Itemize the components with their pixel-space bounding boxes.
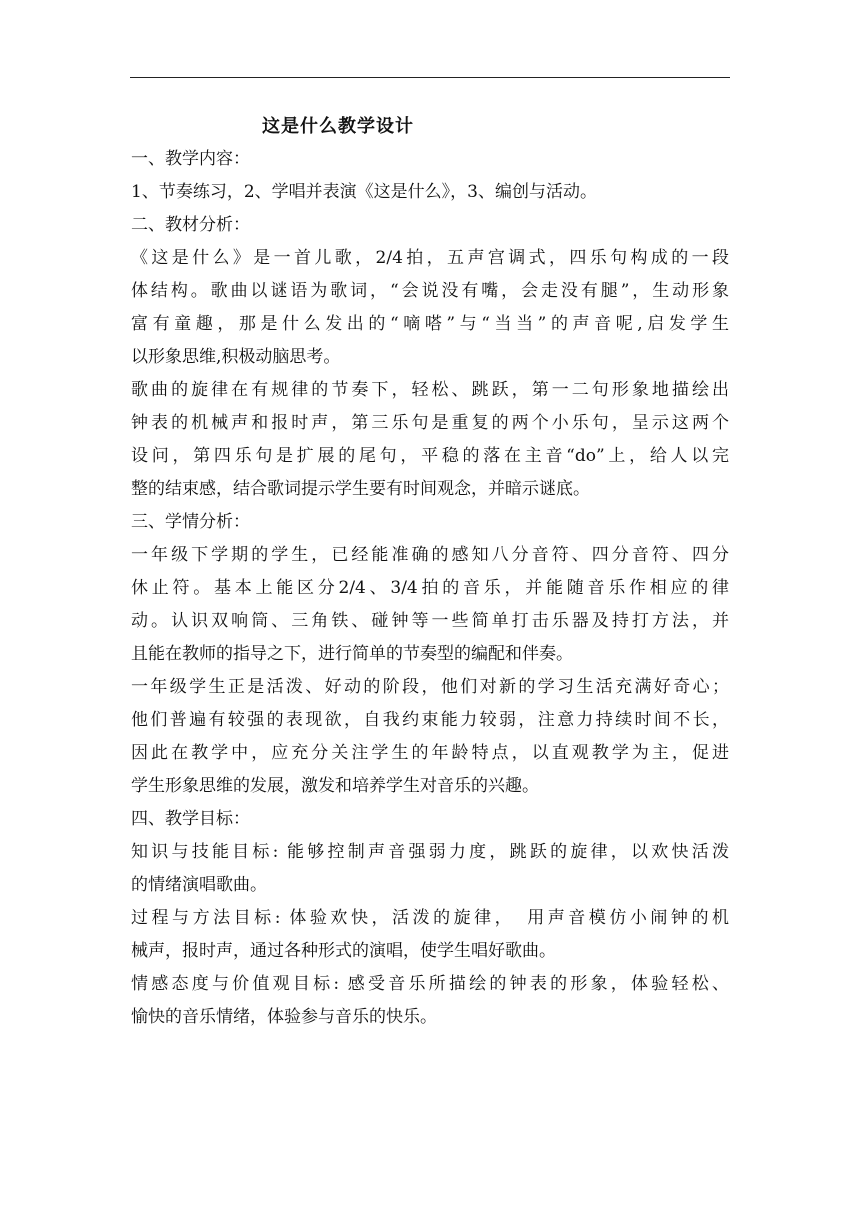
text-line: 二、教材分析：	[131, 215, 250, 235]
text-line: 三、学情分析：	[131, 512, 250, 532]
text-line: 过程与方法目标: 体验欢快，活泼的旋律， 用声音模仿小闹钟的机	[131, 908, 729, 928]
text-line: 情感态度与价值观目标: 感受音乐所描绘的钟表的形象，体验轻松、	[131, 974, 729, 994]
document-lines	[131, 143, 729, 1034]
text-line: 《这是什么》是一首儿歌，2/4拍，五声宫调式，四乐句构成的一段	[131, 248, 729, 268]
text-line: 以形象思维,积极动脑思考。	[131, 347, 341, 367]
text-line: 四、教学目标：	[131, 809, 250, 829]
text-line: 一、教学内容：	[131, 149, 250, 169]
text-line: 因此在教学中，应充分关注学生的年龄特点，以直观教学为主，促进	[131, 743, 729, 763]
text-line: 设问，第四乐句是扩展的尾句，平稳的落在主音“do”上，给人以完	[131, 446, 729, 466]
text-line: 体结构。歌曲以谜语为歌词，“会说没有嘴，会走没有腿”，生动形象	[131, 281, 729, 301]
text-line: 知识与技能目标: 能够控制声音强弱力度，跳跃的旋律，以欢快活泼	[131, 842, 729, 862]
text-line: 愉快的音乐情绪，体验参与音乐的快乐。	[131, 1007, 437, 1027]
header-rule	[130, 77, 730, 78]
text-line: 一年级学生正是活泼、好动的阶段，他们对新的学习生活充满好奇心；	[131, 677, 729, 697]
text-line: 歌曲的旋律在有规律的节奏下，轻松、跳跃，第一二句形象地描绘出	[131, 380, 729, 400]
text-line: 整的结束感，结合歌词提示学生要有时间观念，并暗示谜底。	[131, 479, 590, 499]
text-line: 且能在教师的指导之下，进行简单的节奏型的编配和伴奏。	[131, 644, 573, 664]
text-line: 的情绪演唱歌曲。	[131, 875, 267, 895]
text-line: 学生形象思维的发展，激发和培养学生对音乐的兴趣。	[131, 776, 539, 796]
text-line: 械声，报时声，通过各种形式的演唱，使学生唱好歌曲。	[131, 941, 556, 961]
text-line: 钟表的机械声和报时声，第三乐句是重复的两个小乐句，呈示这两个	[131, 413, 729, 433]
text-line: 1、节奏练习，2、学唱并表演《这是什么》，3、编创与活动。	[131, 182, 597, 202]
document-body	[131, 110, 729, 1034]
document-title: 这是什么教学设计	[262, 116, 414, 137]
text-line: 富有童趣，那是什么发出的“嘀嗒”与“当当”的声音呢,启发学生	[131, 314, 729, 334]
text-line: 他们普遍有较强的表现欲，自我约束能力较弱，注意力持续时间不长，	[131, 710, 729, 730]
text-line: 动。认识双响筒、三角铁、碰钟等一些简单打击乐器及持打方法，并	[131, 611, 729, 631]
text-line: 一年级下学期的学生，已经能准确的感知八分音符、四分音符、四分	[131, 545, 729, 565]
text-line: 休止符。基本上能区分2/4、3/4拍的音乐，并能随音乐作相应的律	[131, 578, 729, 598]
